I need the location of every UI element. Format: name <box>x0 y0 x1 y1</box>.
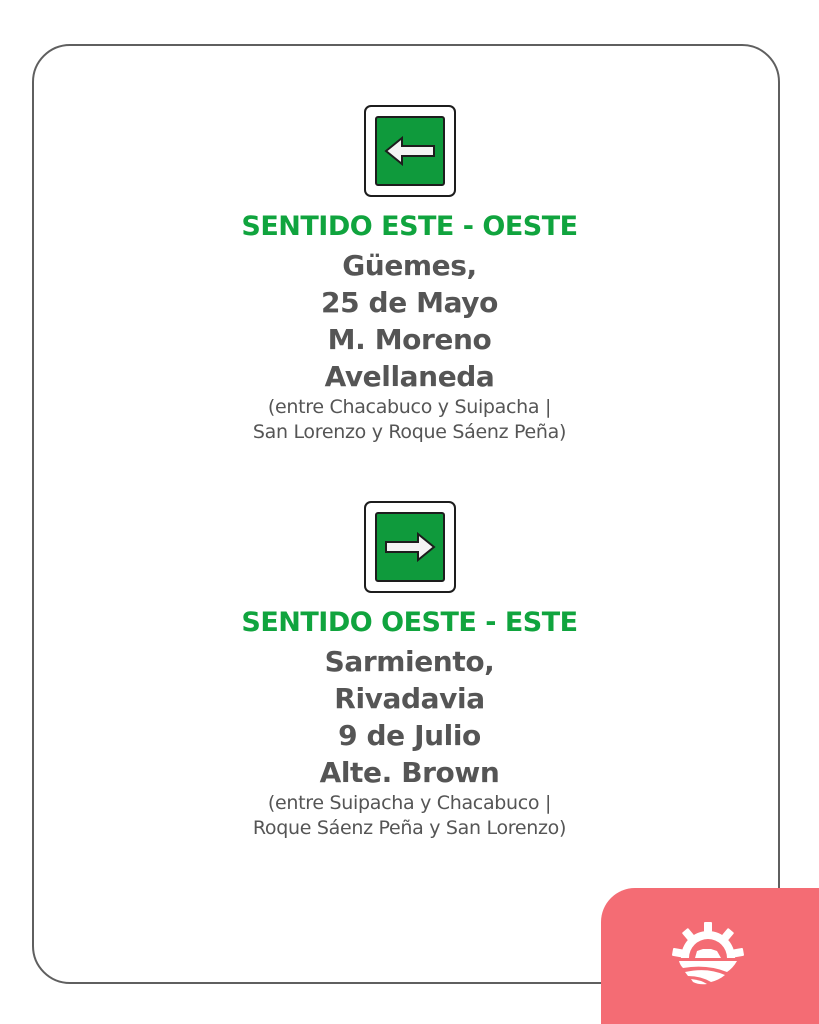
direction-section-west-east <box>0 501 819 841</box>
street-name: Rivadavia <box>334 682 485 715</box>
note-line: (entre Suipacha y Chacabuco | <box>267 792 552 814</box>
traffic-sign-face <box>375 116 445 186</box>
street-note <box>0 791 819 841</box>
arrow-left-icon <box>384 136 436 166</box>
municipal-emblem-icon <box>671 918 745 992</box>
traffic-sign <box>364 501 456 593</box>
street-list <box>0 643 819 791</box>
street-note <box>0 395 819 445</box>
note-line: Roque Sáenz Peña y San Lorenzo) <box>252 817 567 839</box>
street-name: M. Moreno <box>327 323 492 356</box>
street-name: 25 de Mayo <box>321 286 498 319</box>
note-line: (entre Chacabuco y Suipacha | <box>267 396 552 418</box>
traffic-sign-face <box>375 512 445 582</box>
note-line: San Lorenzo y Roque Sáenz Peña) <box>252 421 567 443</box>
street-name: Güemes, <box>342 249 477 282</box>
street-name: Avellaneda <box>324 360 495 393</box>
street-name: Alte. Brown <box>319 756 500 789</box>
arrow-right-icon <box>384 532 436 562</box>
direction-section-east-west <box>0 105 819 445</box>
street-list <box>0 247 819 395</box>
direction-heading: SENTIDO ESTE - OESTE <box>241 211 578 242</box>
traffic-sign <box>364 105 456 197</box>
direction-heading: SENTIDO OESTE - ESTE <box>241 607 578 638</box>
street-name: 9 de Julio <box>338 719 481 752</box>
street-name: Sarmiento, <box>324 645 495 678</box>
